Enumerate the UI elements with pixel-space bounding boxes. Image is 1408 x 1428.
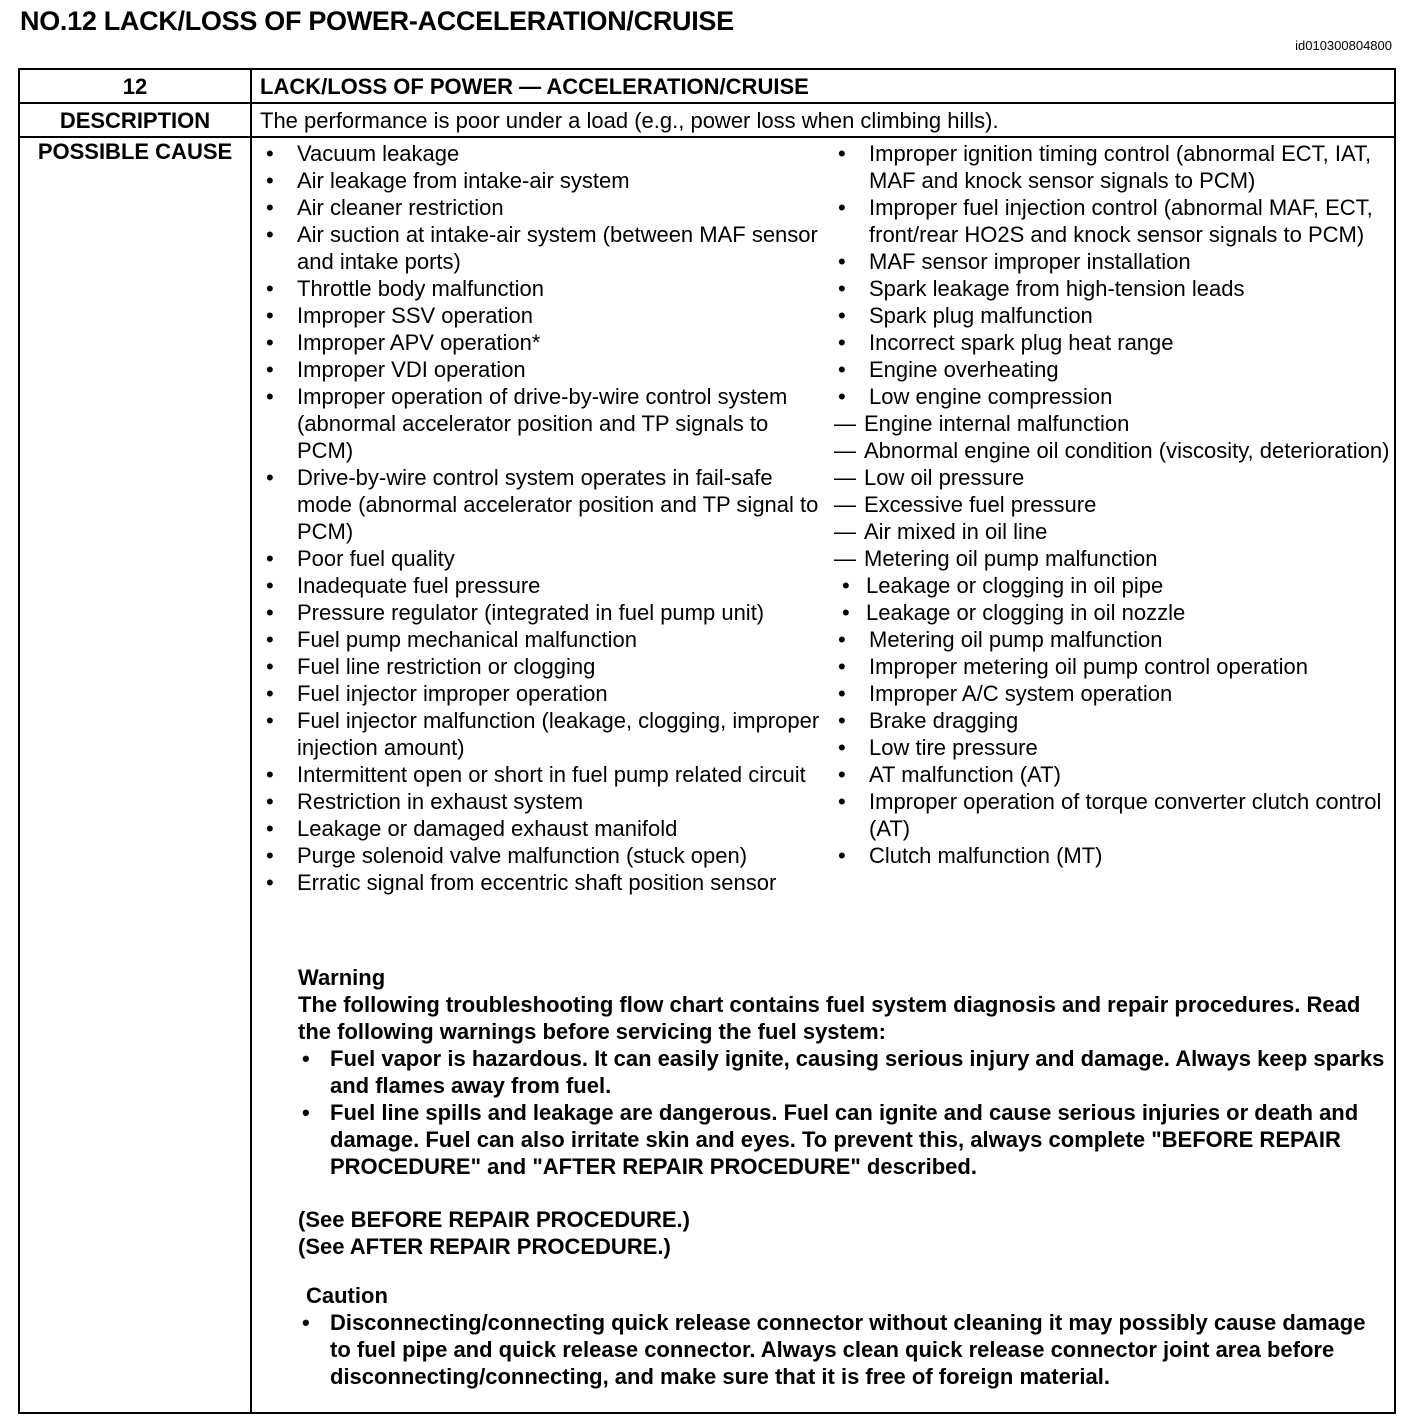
description-label: DESCRIPTION [19, 103, 251, 137]
cause-item: • Air suction at intake-air system (between MAF sensor and intake ports) [262, 221, 822, 275]
causes-right-list-a [834, 140, 1394, 410]
warning-intro: The following troubleshooting flow chart contains fuel system diagnosis and repair procedures. Read the following warnings before servicing the fuel system: [298, 992, 1361, 1044]
document-id: id010300804800 [1295, 38, 1392, 53]
cause-item: • Brake dragging [834, 707, 1394, 734]
cause-item: • Improper fuel injection control (abnormal MAF, ECT, front/rear HO2S and knock sensor signals to PCM) [834, 194, 1394, 248]
cause-item: • Improper VDI operation [262, 356, 822, 383]
cause-item: • Clutch malfunction (MT) [834, 842, 1394, 869]
compression-sub-item: — Air mixed in oil line [834, 518, 1394, 545]
symptom-heading: LACK/LOSS OF POWER — ACCELERATION/CRUISE [260, 73, 809, 99]
compression-sub-item: — Low oil pressure [834, 464, 1394, 491]
metering-sub-item: • Leakage or clogging in oil nozzle [834, 599, 1394, 626]
possible-cause-row [19, 137, 1395, 1413]
cause-item: • Low tire pressure [834, 734, 1394, 761]
causes-right-column [834, 140, 1394, 869]
cause-item: • Engine overheating [834, 356, 1394, 383]
metering-sub-item: • Leakage or clogging in oil pipe [834, 572, 1394, 599]
causes-left-list [262, 140, 822, 896]
cause-item: • Intermittent open or short in fuel pump related circuit [262, 761, 822, 788]
description-cell [251, 103, 1395, 137]
table-header-row [19, 69, 1395, 103]
warning-caution-notes [298, 964, 1388, 1390]
troubleshooting-table [18, 68, 1396, 1414]
cause-item: • Incorrect spark plug heat range [834, 329, 1394, 356]
compression-sub-item: — Metering oil pump malfunction [834, 545, 1394, 572]
causes-left-column [262, 140, 822, 896]
cause-item: • Throttle body malfunction [262, 275, 822, 302]
symptom-number: 12 [19, 69, 251, 103]
possible-cause-cell [251, 137, 1395, 1413]
cause-item: • MAF sensor improper installation [834, 248, 1394, 275]
cause-item: • Metering oil pump malfunction [834, 626, 1394, 653]
cause-item: • Inadequate fuel pressure [262, 572, 822, 599]
cause-item: • Vacuum leakage [262, 140, 822, 167]
cause-item: • Improper A/C system operation [834, 680, 1394, 707]
cause-item: • Improper APV operation* [262, 329, 822, 356]
cause-item: • Restriction in exhaust system [262, 788, 822, 815]
cause-item: • Spark leakage from high-tension leads [834, 275, 1394, 302]
cause-item: • Purge solenoid valve malfunction (stuck open) [262, 842, 822, 869]
cause-item: • Drive-by-wire control system operates in fail-safe mode (abnormal accelerator position and TP signal to PCM) [262, 464, 822, 545]
causes-right-list-b [834, 626, 1394, 869]
cause-item: • Leakage or damaged exhaust manifold [262, 815, 822, 842]
warning-item: • Fuel vapor is hazardous. It can easily ignite, causing serious injury and damage. Always keep sparks and flames away from fuel. [298, 1045, 1388, 1099]
see-before-repair: (See BEFORE REPAIR PROCEDURE.) [298, 1207, 690, 1232]
cause-item: • Air cleaner restriction [262, 194, 822, 221]
compression-sub-item: — Abnormal engine oil condition (viscosity, deterioration) [834, 437, 1394, 464]
cause-item: • Pressure regulator (integrated in fuel pump unit) [262, 599, 822, 626]
cause-item: • Improper SSV operation [262, 302, 822, 329]
cause-item: • Erratic signal from eccentric shaft position sensor [262, 869, 822, 896]
caution-item: • Disconnecting/connecting quick release connector without cleaning it may possibly cause damage to fuel pipe and quick release connector. Always clean quick release connector joint area before disconnecting/connecting, and make sure that it is free of foreign material. [298, 1309, 1388, 1390]
cause-item: • AT malfunction (AT) [834, 761, 1394, 788]
cause-item: • Improper metering oil pump control operation [834, 653, 1394, 680]
warning-label: Warning [298, 965, 386, 990]
compression-sub-item: — Engine internal malfunction [834, 410, 1394, 437]
compression-sub-item: — Excessive fuel pressure [834, 491, 1394, 518]
cause-item: • Fuel injector improper operation [262, 680, 822, 707]
cause-item: • Fuel line restriction or clogging [262, 653, 822, 680]
caution-list [298, 1309, 1388, 1390]
cause-item: • Improper operation of drive-by-wire control system (abnormal accelerator position and TP signals to PCM) [262, 383, 822, 464]
possible-cause-label: POSSIBLE CAUSE [19, 137, 251, 1413]
cause-item: • Poor fuel quality [262, 545, 822, 572]
caution-label: Caution [306, 1283, 388, 1308]
metering-sub-list [834, 572, 1394, 626]
cause-item: • Fuel injector malfunction (leakage, clogging, improper injection amount) [262, 707, 822, 761]
compression-sub-list [834, 410, 1394, 572]
cause-item: • Improper operation of torque converter clutch control (AT) [834, 788, 1394, 842]
symptom-heading-cell [251, 69, 1395, 103]
warning-item: • Fuel line spills and leakage are dangerous. Fuel can ignite and cause serious injuries or death and damage. Fuel can also irritate skin and eyes. To prevent this, always complete "BEFORE REPAIR PROCEDURE" and "AFTER REPAIR PROCEDURE" described. [298, 1099, 1388, 1180]
description-text: The performance is poor under a load (e.g., power loss when climbing hills). [260, 107, 999, 133]
cause-item: • Air leakage from intake-air system [262, 167, 822, 194]
cause-item: • Fuel pump mechanical malfunction [262, 626, 822, 653]
cause-item: • Low engine compression [834, 383, 1394, 410]
cause-item: • Spark plug malfunction [834, 302, 1394, 329]
cause-item: • Improper ignition timing control (abnormal ECT, IAT, MAF and knock sensor signals to PCM) [834, 140, 1394, 194]
warning-list [298, 1045, 1388, 1180]
page-title: NO.12 LACK/LOSS OF POWER-ACCELERATION/CRUISE [20, 6, 734, 36]
see-after-repair: (See AFTER REPAIR PROCEDURE.) [298, 1234, 671, 1259]
description-row [19, 103, 1395, 137]
